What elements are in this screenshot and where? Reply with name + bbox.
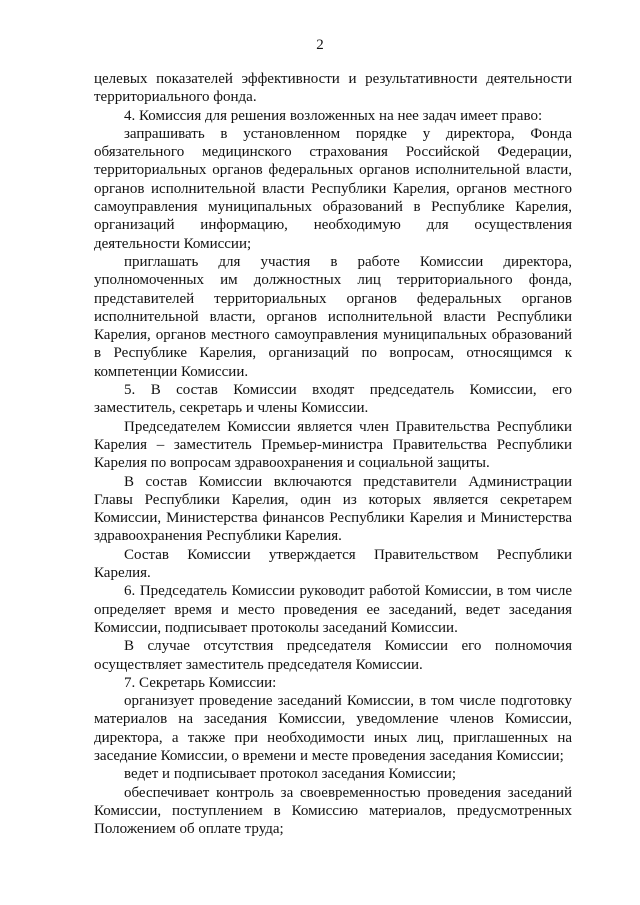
paragraph-item-7: 7. Секретарь Комиссии: — [124, 674, 277, 691]
paragraph-item-6: 6. Председатель Комиссии руководит работой Комиссии, в том числе определяет время и место проведения ее заседаний, ведет заседания Комиссии, подписывает протоколы заседаний Комиссии. — [94, 583, 572, 636]
paragraph-invite: приглашать для участия в работе Комиссии директора, уполномоченных им должностных лиц территориального фонда, представителей территориальных органов федеральных органов исполнительной власти, органов исполнительной власти Республики Карелия, органов местного самоуправления муниципальных образований в Республике Карелия, организаций по вопросам, относящимся к компетенции Комиссии. — [94, 253, 572, 380]
paragraph-deputy: В случае отсутствия председателя Комиссии его полномочия осуществляет заместитель председателя Комиссии. — [94, 638, 572, 673]
paragraph-composition: В состав Комиссии включаются представители Администрации Главы Республики Карелия, один из которых является секретарем Комиссии, Министерства финансов Республики Карелия и Министерства здравоохранения Республики Карелия. — [94, 473, 572, 545]
paragraph-approval: Состав Комиссии утверждается Правительством Республики Карелия. — [94, 546, 572, 582]
paragraph-control: обеспечивает контроль за своевременностью проведения заседаний Комиссии, поступлением в Комиссию материалов, предусмотренных Положением об оплате труда; — [94, 784, 572, 838]
document-body — [94, 70, 572, 838]
paragraph-item-5: 5. В состав Комиссии входят председатель Комиссии, его заместитель, секретарь и члены Комиссии. — [94, 382, 572, 417]
paragraph-item-4: 4. Комиссия для решения возложенных на нее задач имеет право: — [124, 107, 543, 124]
page-number: 2 — [316, 37, 324, 53]
paragraph-request-info: запрашивать в установленном порядке у директора, Фонда обязательного медицинского страхования Российской Федерации, территориальных органов федеральных органов исполнительной власти, органов исполнительной власти Республики Карелия, органов местного самоуправления муниципальных образований в Республике Карелия, организаций информацию, необходимую для осуществления деятельности Комиссии; — [94, 125, 572, 252]
paragraph-organizes: организует проведение заседаний Комиссии, в том числе подготовку материалов на заседания Комиссии, уведомление членов Комиссии, директора, а также при необходимости иных лиц, приглашенных на заседание Комиссии, о времени и месте проведения заседания Комиссии; — [94, 693, 572, 764]
paragraph-protocol: ведет и подписывает протокол заседания Комиссии; — [124, 766, 457, 783]
paragraph-continuation: целевых показателей эффективности и результативности деятельности территориального фонда. — [94, 71, 572, 106]
paragraph-chairman: Председателем Комиссии является член Правительства Республики Карелия – заместитель Премьер-министра Правительства Республики Карелия по вопросам здравоохранения и социальной защиты. — [94, 418, 572, 472]
